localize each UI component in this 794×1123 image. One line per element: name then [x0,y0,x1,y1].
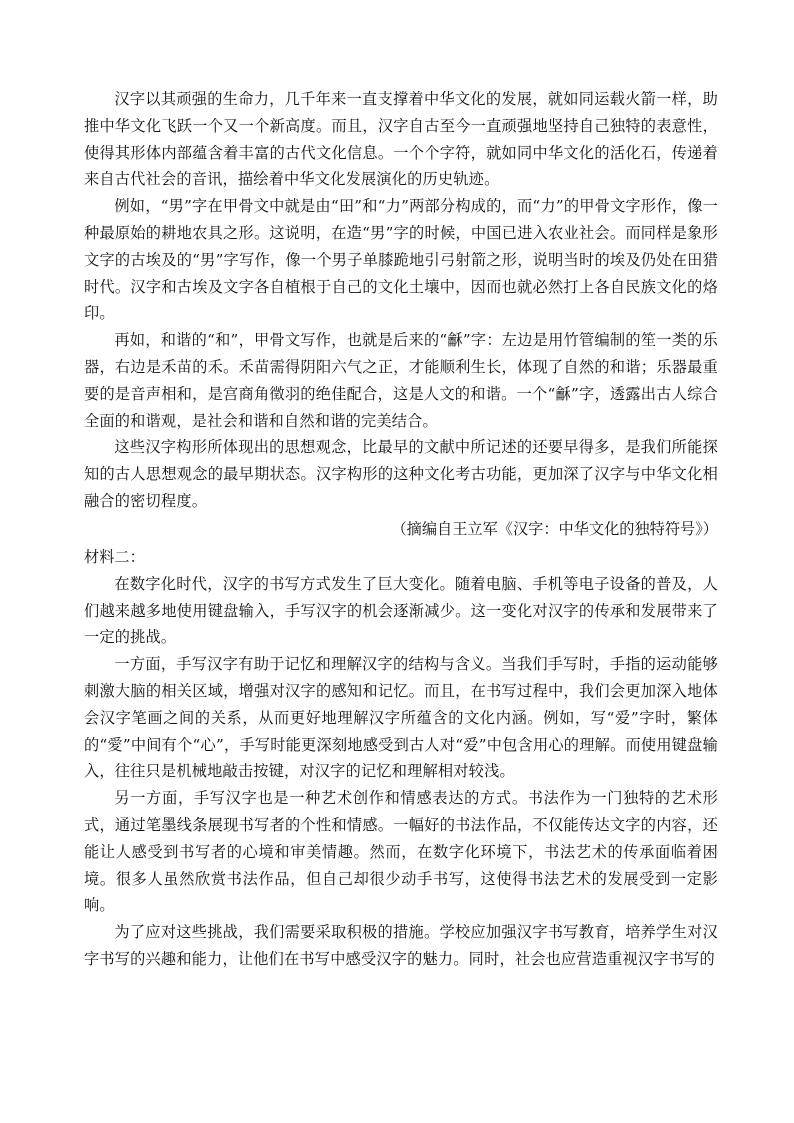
material2-paragraph-2: 一方面，手写汉字有助于记忆和理解汉字的结构与含义。当我们手写时，手指的运动能够刺激大脑的相关区域，增强对汉字的感知和记忆。而且，在书写过程中，我们会更加深入地体会汉字笔画之间的关系，从而更好地理解汉字所蕴含的文化内涵。例如，写“爱”字时，繁体的“愛”中间有个“心”，手写时能更深刻地感受到古人对“爱”中包含用心的理解。而使用键盘输入，往往只是机械地敲击按键，对汉字的记忆和理解相对较浅。 [84,655,718,781]
material1-paragraph-3: 再如，和谐的“和”，甲骨文写作，也就是后来的“龢”字：左边是用竹管编制的笙一类的乐器，右边是禾苗的禾。禾苗需得阴阳六气之正，才能顺利生长，体现了自然的和谐；乐器最重要的是音声相和，是宫商角徵羽的绝佳配合，这是人文的和谐。一个“龢”字，透露出古人综合全面的和谐观，是社会和谐和自然和谐的完美结合。 [84,331,718,430]
material2-paragraph-3: 另一方面，手写汉字也是一种艺术创作和情感表达的方式。书法作为一门独特的艺术形式，通过笔墨线条展现书写者的个性和情感。一幅好的书法作品，不仅能传达文字的内容，还能让人感受到书写者的心境和审美情趣。然而，在数字化环境下，书法艺术的传承面临着困境。很多人虽然欣赏书法作品，但自己却很少动手书写，这使得书法艺术的发展受到一定影响。 [84,789,718,915]
material1-paragraph-1: 汉字以其顽强的生命力，几千年来一直支撑着中华文化的发展，就如同运载火箭一样，助推中华文化飞跃一个又一个新高度。而且，汉字自古至今一直顽强地坚持自己独特的表意性，使得其形体内部蕴含着丰富的古代文化信息。一个个字符，就如同中华文化的活化石，传递着来自古代社会的音讯，描绘着中华文化发展演化的历史轨迹。 [84,90,718,189]
material2-paragraph-1: 在数字化时代，汉字的书写方式发生了巨大变化。随着电脑、手机等电子设备的普及，人们越来越多地使用键盘输入，手写汉字的机会逐渐减少。这一变化对汉字的传承和发展带来了一定的挑战。 [84,574,718,647]
material2-heading: 材料二： [84,547,145,566]
material1-paragraph-4: 这些汉字构形所体现出的思想观念，比最早的文献中所记述的还要早得多，是我们所能探知的古人思想观念的最早期状态。汉字构形的这种文化考古功能，更加深了汉字与中华文化相融合的密切程度。 [84,438,718,510]
material1-source: （摘编自王立军《汉字：中华文化的独特符号》） [391,519,718,538]
material2-paragraph-4: 为了应对这些挑战，我们需要采取积极的措施。学校应加强汉字书写教育，培养学生对汉字书写的兴趣和能力，让他们在书写中感受汉字的魅力。同时，社会也应营造重视汉字书写的 [84,923,718,968]
material1-paragraph-2: 例如，“男”字在甲骨文中就是由“田”和“力”两部分构成的，而“力”的甲骨文字形作，像一种最原始的耕地农具之形。这说明，在造“男”字的时候，中国已进入农业社会。而同样是象形文字的古埃及的“男”字写作，像一个男子单膝跪地引弓射箭之形，说明当时的埃及仍处在田猎时代。汉字和古埃及文字各自植根于自己的文化土壤中，因而也就必然打上各自民族文化的烙印。 [84,197,718,323]
